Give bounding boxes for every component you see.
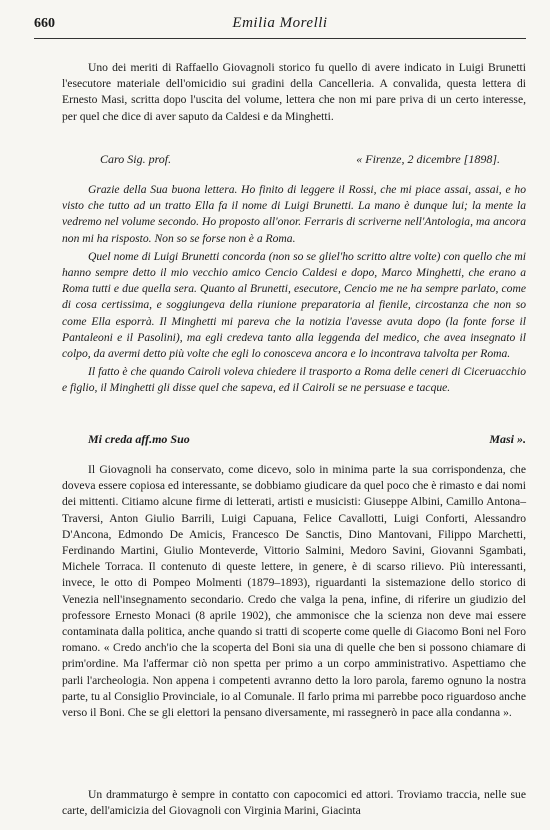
body-text: Un drammaturgo è sempre in contatto con capocomici ed attori. Troviamo traccia, nelle sue carte, dell'amicizia del Giovagnoli con Virginia Marini, Giacinta xyxy=(62,788,526,818)
letter-paragraph: Il fatto è che quando Cairoli voleva chiedere il trasporto a Roma delle ceneri di Ciceruacchio e figlio, il Minghetti gli disse quel che sapeva, ed il Cairoli se ne persuase e tacque. xyxy=(62,365,526,395)
letter-paragraph: Grazie della Sua buona lettera. Ho finito di leggere il Rossi, che mi piace assai, assai, e ho visto che tutto ad un tratto Ella fa il nome di Luigi Brunetti. La mano è dunque lui; la mente la vedremo nel volume secondo. Ho proposto all'onor. Ferraris di scriverne nell'Antologia, ma ancora non mi ha risposto. Non so se forse non è a Roma. xyxy=(62,183,526,245)
letter-date: « Firenze, 2 dicembre [1898]. xyxy=(356,152,500,166)
letter-heading xyxy=(100,152,500,170)
running-title: Emilia Morelli xyxy=(232,15,328,31)
letter-body xyxy=(62,182,526,399)
body-text: Il Giovagnoli ha conservato, come dicevo, solo in minima parte la sua corrispondenza, che doveva essere copiosa ed interessante, se dobbiamo giudicare da quel poco che è rimasto e dai nomi dei mittenti. Citiamo alcune firme di letterati, artisti e musicisti: Giuseppe Albini, Camillo Antona–Traversi, Anton Giulio Barrili, Luigi Capuana, Felice Cavallotti, Luigi Conforti, Alessandro D'Ancona, Edmondo De Amicis, Francesco De Sanctis, Dino Mantovani, Filippo Marchetti, Ferdinando Martini, Giulio Monteverde, Vittorio Salmini, Medoro Savini, Giovanni Sgambati, Michele Torraca. Il contenuto di queste lettere, in genere, è di scarso rilievo. Più interessanti, invece, le otto di Pompeo Molmenti (1879–1893), riguardanti la sistemazione dello storico di Venezia nell'insegnamento secondario. Credo che valga la pena, infine, di riferire un giudizio del professore Ernesto Monaci (8 aprile 1902), che ammonisce che la scienza non deve mai essere contaminata dalla politica, anche quando si tratti di scoperte come quelle di Giacomo Boni nel Foro romano. « Credo anch'io che la scoperta del Boni sia una di quelle che ben si possono chiamare di prim'ordine. Ma l'affermar ciò non spetta per primo a un corpo amministrativo. Aspettiamo che parli l'archeologia. Non appena i competenti avranno detto la loro parola, faremo ognuno la nostra parte, tu al Consiglio Provinciale, io al Comunale. Il farlo prima mi parrebbe poco riguardoso anche verso il Boni. Che se gli elettori la pensano diversamente, mi rassegnerò in pace alla condanna ». xyxy=(62,463,526,720)
letter-closing xyxy=(88,432,526,450)
intro-text: Uno dei meriti di Raffaello Giovagnoli storico fu quello di avere indicato in Luigi Brunetti l'esecutore materiale dell'omicidio sui gradini della Cancelleria. A convalida, questa lettera di Ernesto Masi, scritta dopo l'uscita del volume, lettera che non mi pare priva di un certo interesse, per quel che dice di aver saputo da Caldesi e da Minghetti. xyxy=(62,61,526,123)
letter-salutation: Caro Sig. prof. xyxy=(100,152,172,166)
page-number: 660 xyxy=(34,16,55,31)
page-header xyxy=(34,14,526,39)
closing-formula: Mi creda aff.mo Suo xyxy=(88,432,190,446)
body-paragraph xyxy=(62,462,526,721)
letter-paragraph: Quel nome di Luigi Brunetti concorda (non so se gliel'ho scritto altre volte) con quello che mi hanno sempre detto il mio vecchio amico Cencio Caldesi e dopo, Marco Minghetti, che erano a Roma tutti e due quella sera. Quanto al Brunetti, esecutore, Cencio me ne ha sempre parlato, come di cosa certissima, e soggiungeva della riunione preparatoria al fienile, circostanza che non so come Ella esporrà. Il Minghetti mi pareva che la notizia l'avesse avuta dopo (la fonte forse il Pantaleoni e il Pasolini), ma egli credeva tanto alla leggenda del medico, che avea insegnato il colpo, da avermi detto più volte che egli lo conosceva ancora e lo incontrava talvolta per Roma. xyxy=(62,249,526,361)
body-paragraph xyxy=(62,787,526,819)
intro-paragraph xyxy=(62,60,526,125)
signature: Masi ». xyxy=(489,432,526,446)
